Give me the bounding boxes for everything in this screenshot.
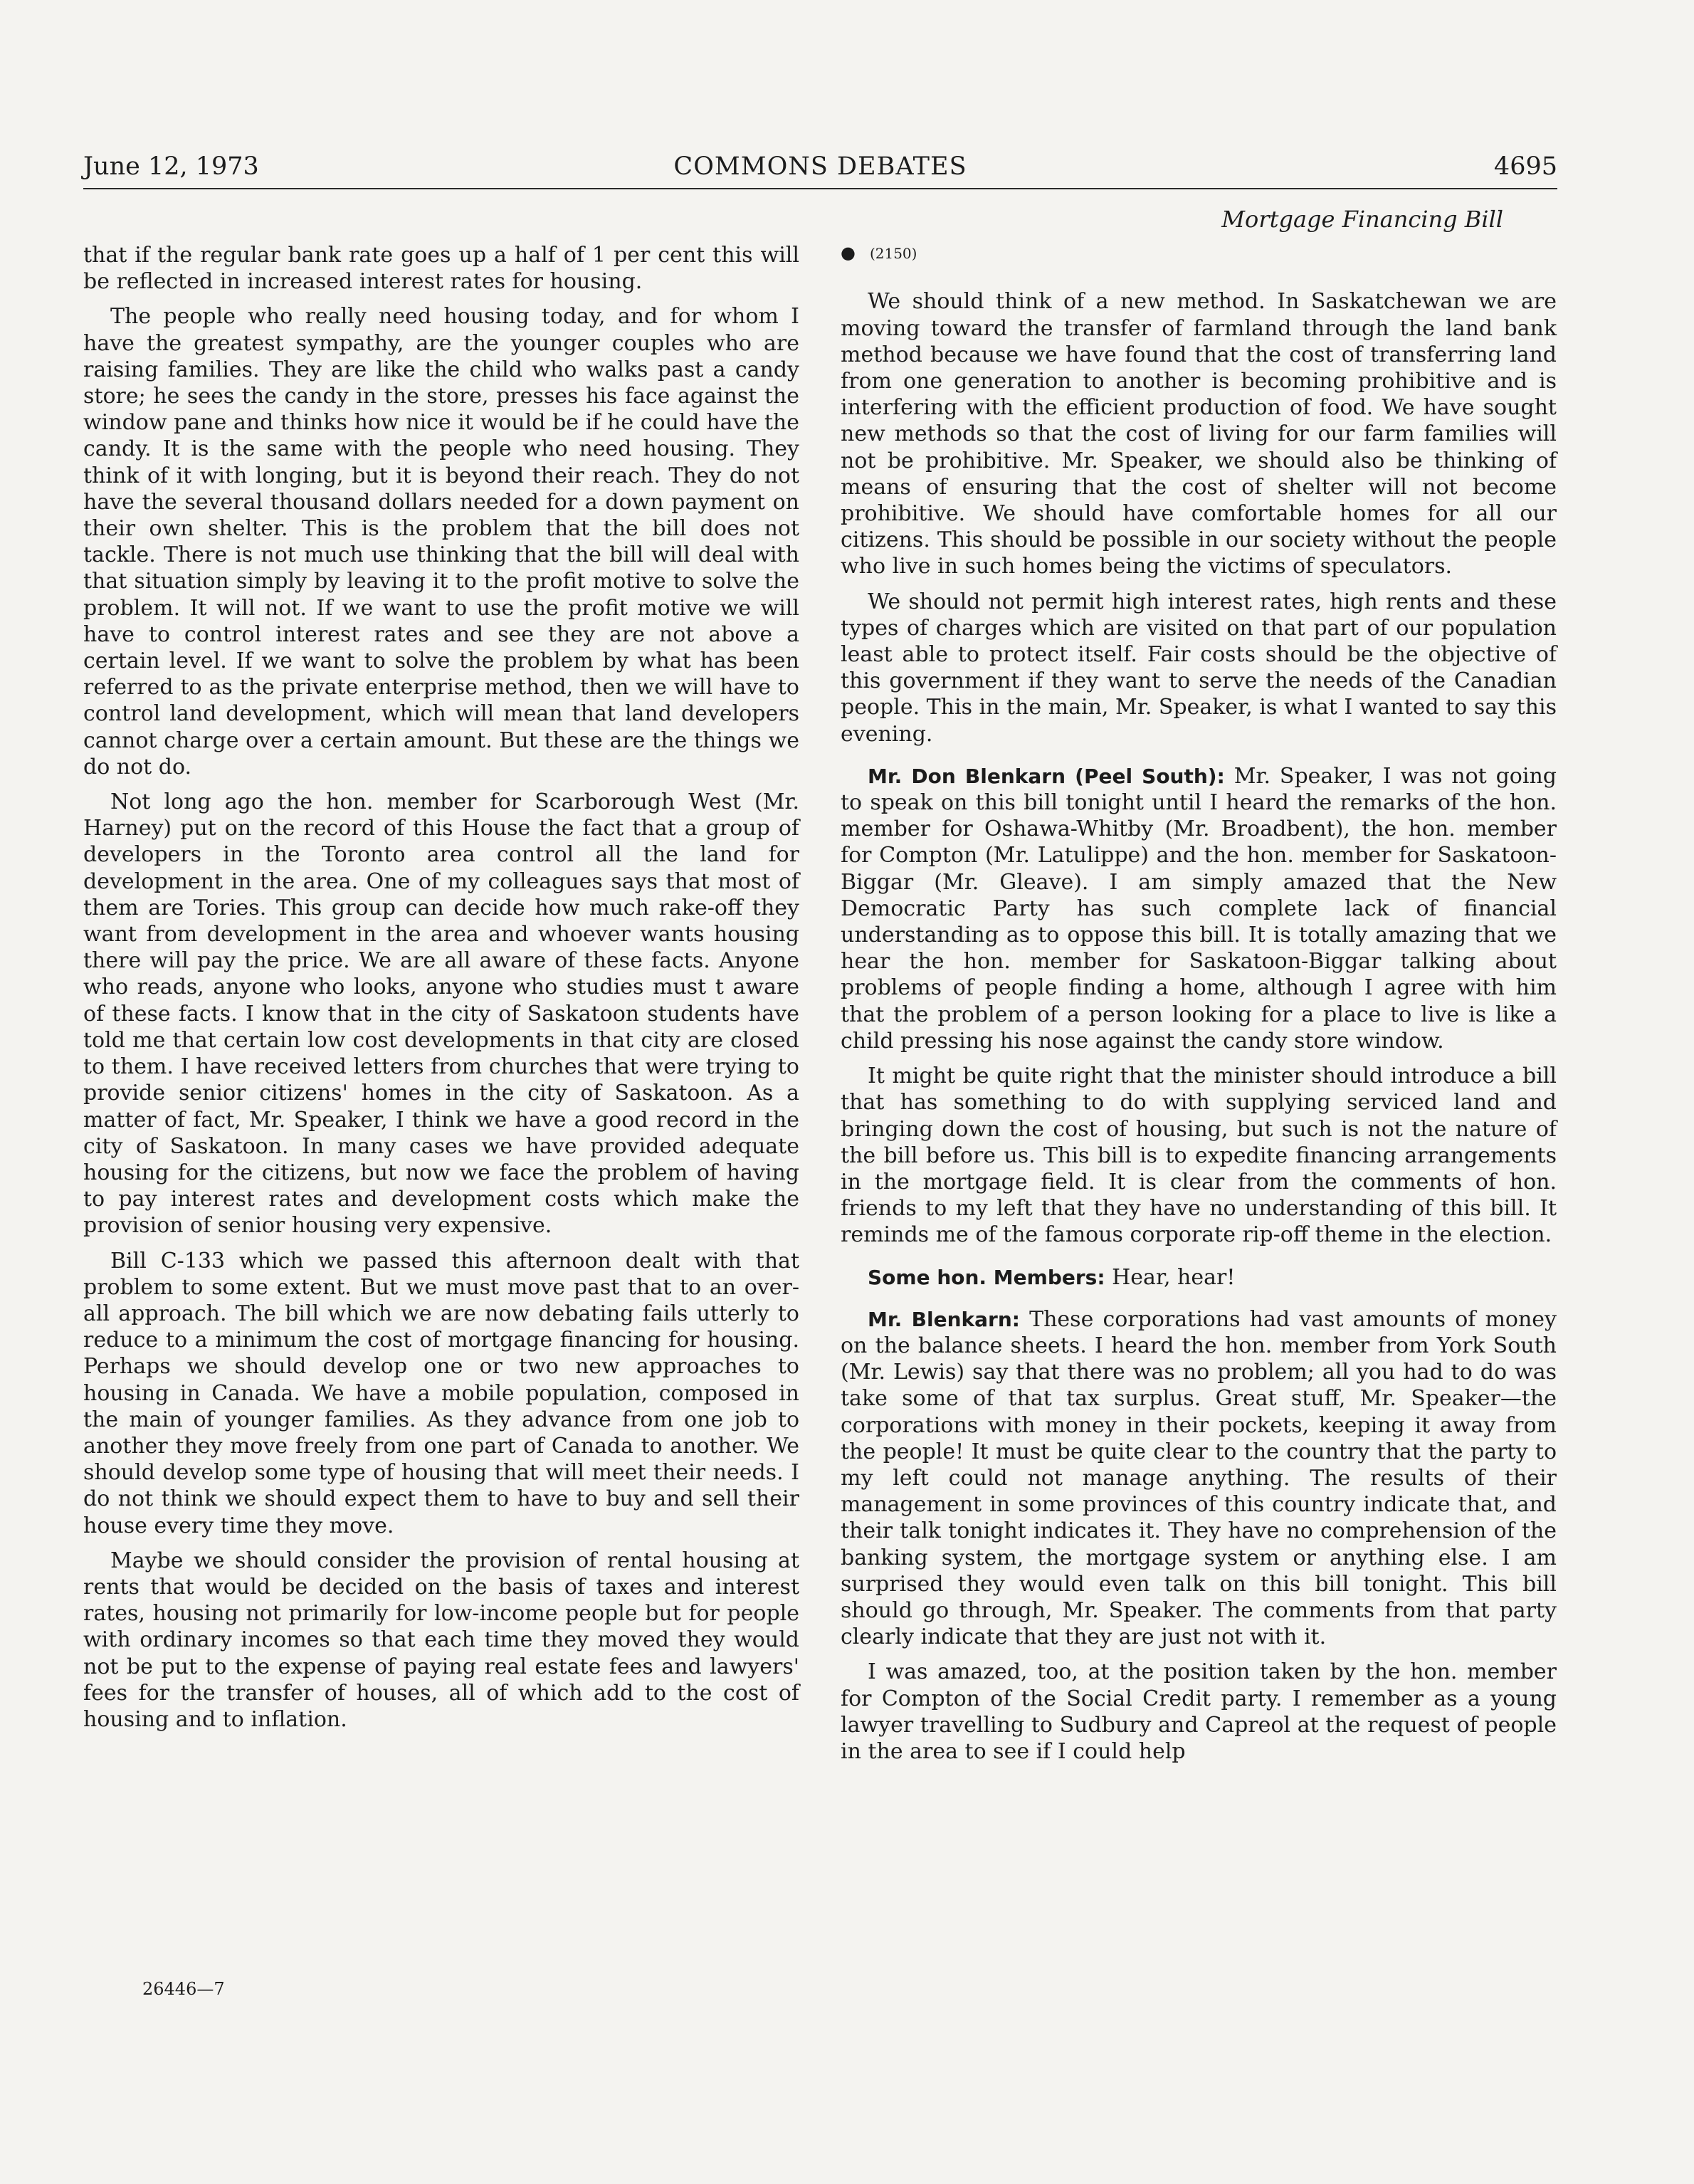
speech-paragraph (841, 1264, 1557, 1291)
footer-code: 26446—7 (142, 1979, 225, 1999)
paragraph: We should think of a new method. In Saskatchewan we are moving toward the transfer of farmland through the land bank method because we have found that the cost of transferring land from one generation to another is becoming prohibitive and is interfering with the efficient production of food. We have sought new methods so that the cost of living for our farm families will not be prohibitive. Mr. Speaker, we should also be thinking of means of ensuring that the cost of shelter will not become prohibitive. We should have comfortable homes for all our citizens. This should be possible in our society without the people who live in such homes being the victims of speculators. (841, 289, 1557, 579)
running-title: Mortgage Financing Bill (1221, 206, 1503, 233)
header-date: June 12, 1973 (83, 152, 259, 181)
speech-text: Hear, hear! (1112, 1264, 1236, 1290)
speaker-name: Mr. Blenkarn: (868, 1307, 1020, 1331)
speaker-name: Some hon. Members: (868, 1265, 1105, 1289)
paragraph: Maybe we should consider the provision of rental housing at rents that would be decided on the basis of taxes and interest rates, housing not primarily for low-income people but for people with ordinary incomes so that each time they moved they would not be put to the expense of paying real estate fees and lawyers' fees for the transfer of houses, all of which add to the cost of housing and to inflation. (83, 1548, 799, 1732)
time-marker-label: (2150) (869, 245, 917, 263)
speaker-name: Mr. Don Blenkarn (Peel South): (868, 764, 1225, 788)
header-page-number: 4695 (1493, 152, 1557, 181)
left-column (83, 242, 799, 1741)
header-publication: COMMONS DEBATES (673, 152, 967, 181)
paragraph: The people who really need housing today, and for whom I have the greatest sympathy, are the younger couples who are raising families. They are like the child who walks past a candy store; he sees the candy in the store, presses his face against the window pane and thinks how nice it would be if he could have the candy. It is the same with the people who need housing. They think of it with longing, but it is beyond their reach. They do not have the several thousand dollars needed for a down payment on their own shelter. This is the problem that the bill does not tackle. There is not much use thinking that the bill will deal with that situation simply by leaving it to the profit motive to solve the problem. It will not. If we want to use the profit motive we will have to control interest rates and see they are not above a certain level. If we want to solve the problem by what has been referred to as the private enterprise method, then we will have to control land development, which will mean that land developers cannot charge over a certain amount. But these are the things we do not do. (83, 304, 799, 779)
paragraph: that if the regular bank rate goes up a half of 1 per cent this will be reflected in increased interest rates for housing. (83, 243, 799, 295)
paragraph: I was amazed, too, at the position taken by the hon. member for Compton of the Social Credit party. I remember as a young lawyer travelling to Sudbury and Capreol at the request of people in the area to see if I could help (841, 1659, 1557, 1764)
time-marker (841, 240, 1557, 267)
speech-text: These corporations had vast amounts of money on the balance sheets. I heard the hon. member from York South (Mr. Lewis) say that there was no problem; all you had to do was take some of that tax surplus. Great stuff, Mr. Speaker—the corporations with money in their pockets, keeping it away from the people! It must be quite clear to the country that the party to my left could not manage anything. The results of their management in some provinces of this country indicate that, and their talk tonight indicates it. They have no comprehension of the banking system, the mortgage system or anything else. I am surprised they would even talk on this bill tonight. This bill should go through, Mr. Speaker. The comments from that party clearly indicate that they are just not with it. (841, 1306, 1557, 1650)
paragraph: Not long ago the hon. member for Scarborough West (Mr. Harney) put on the record of this House the fact that a group of developers in the Toronto area control all the land for development in the area. One of my colleagues says that most of them are Tories. This group can decide how much rake-off they want from development in the area and whoever wants housing there will pay the price. We are all aware of these facts. Anyone who reads, anyone who looks, anyone who studies must t aware of these facts. I know that in the city of Saskatoon students have told me that certain low cost developments in that city are closed to them. I have received letters from churches that were trying to provide senior citizens' homes in the city of Saskatoon. As a matter of fact, Mr. Speaker, I think we have a good record in the city of Saskatoon. In many cases we have provided adequate housing for the citizens, but now we face the problem of having to pay interest rates and development costs which make the provision of senior housing very expensive. (83, 789, 799, 1239)
speech-paragraph (841, 1306, 1557, 1651)
right-column (841, 206, 1557, 1773)
speech-text: Mr. Speaker, I was not going to speak on this bill tonight until I heard the remarks of the hon. member for Oshawa-Whitby (Mr. Broadbent), the hon. member for Compton (Mr. Latulippe) and the hon. member for Saskatoon-Biggar (Mr. Gleave). I am simply amazed that the New Democratic Party has such complete lack of financial understanding as to oppose this bill. It is totally amazing that we hear the hon. member for Saskatoon-Biggar talking about problems of people finding a home, although I agree with him that the problem of a person looking for a place to live is like a child pressing his nose against the candy store window. (841, 763, 1557, 1054)
speech-paragraph (841, 763, 1557, 1054)
paragraph: We should not permit high interest rates, high rents and these types of charges which are visited on that part of our population least able to protect itself. Fair costs should be the objective of this government if they want to serve the needs of the Canadian people. This in the main, Mr. Speaker, is what I wanted to say this evening. (841, 589, 1557, 747)
page-header (83, 148, 1557, 189)
bullet-icon: ● (841, 243, 856, 263)
paragraph: Bill C-133 which we passed this afternoon dealt with that problem to some extent. But we must move past that to an over-all approach. The bill which we are now debating fails utterly to reduce to a minimum the cost of mortgage financing for housing. Perhaps we should develop one or two new approaches to housing in Canada. We have a mobile population, composed in the main of younger families. As they advance from one job to another they move freely from one part of Canada to another. We should develop some type of housing that will meet their needs. I do not think we should expect them to have to buy and sell their house every time they move. (83, 1248, 799, 1538)
paragraph: It might be quite right that the minister should introduce a bill that has something to do with supplying serviced land and bringing down the cost of housing, but such is not the nature of the bill before us. This bill is to expedite financing arrangements in the mortgage field. It is clear from the comments of hon. friends to my left that they have no understanding of this bill. It reminds me of the famous corporate rip-off theme in the election. (841, 1064, 1557, 1248)
